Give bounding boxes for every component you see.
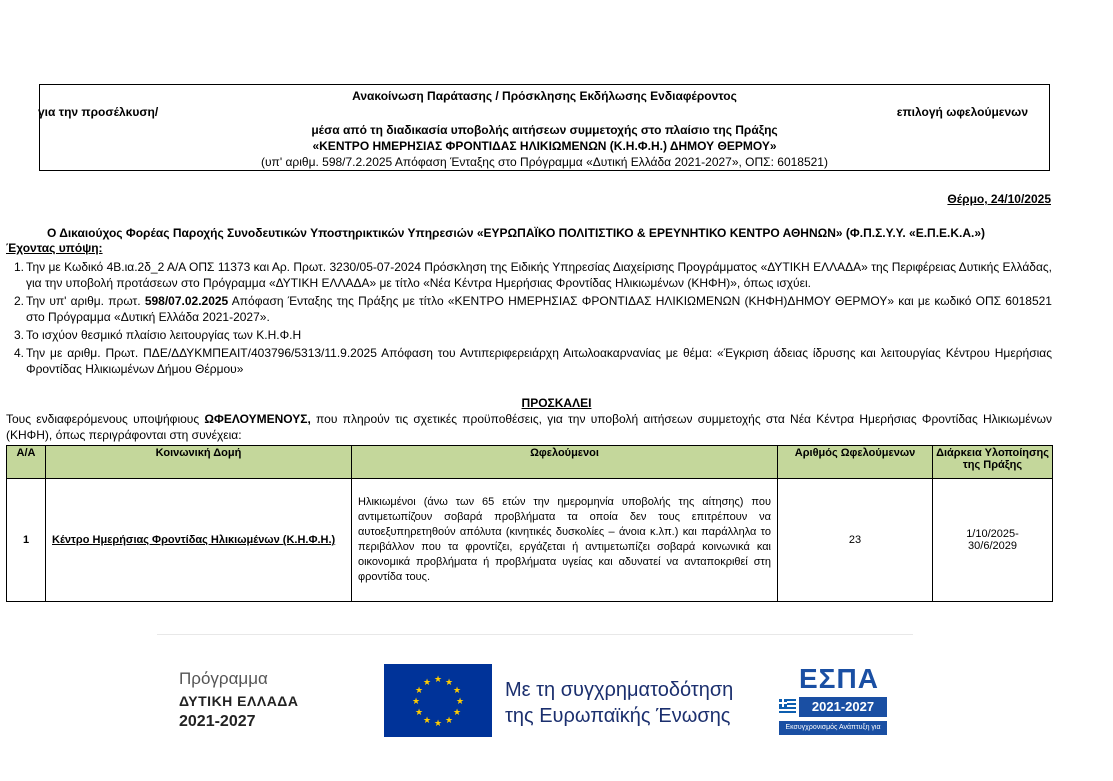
list-item-text: Το ισχύον θεσμικό πλαίσιο λειτουργίας των Κ.Η.Φ.Η [26,328,302,342]
header-title: Ανακοίνωση Παράτασης / Πρόσκλησης Εκδήλωσης Ενδιαφέροντος [352,89,737,103]
header-left-text: για την προσέλκυση/ [38,105,159,119]
list-item-number: 3. [14,328,25,342]
list-item-number: 4. [14,346,25,360]
announcement-header [39,84,1050,171]
list-item-text-post: Απόφαση Ένταξης της Πράξης με τίτλο «ΚΕΝΤΡΟ ΗΜΕΡΗΣΙΑΣ ΦΡΟΝΤΙΔΑΣ ΗΛΙΚΙΩΜΕΝΩΝ (ΚΗΦΗ)ΔΗΜΟΥ ΘΕΡΜΟΥ» και με κωδικό ΟΠΣ 6018521 στο Πρόγραμμα «Δυτική Ελλάδα 2021-2027». [26,294,1052,324]
cell-aa: 1 [7,479,46,602]
duration-start: 1/10/2025- [966,528,1019,540]
document-date: Θέρμο, 24/10/2025 [947,192,1051,206]
header-project-name: «ΚΕΝΤΡΟ ΗΜΕΡΗΣΙΑΣ ΦΡΟΝΤΙΔΑΣ ΗΛΙΚΙΩΜΕΝΩΝ (Κ.Η.Φ.Η.) ΔΗΜΟΥ ΘΕΡΜΟΥ» [312,139,777,153]
duration-end: 30/6/2029 [968,540,1017,552]
list-item-text-bold: 598/07.02.2025 [144,294,229,308]
svg-text:★: ★ [414,708,424,718]
list-item [6,327,1052,343]
greek-flag-icon [779,699,796,715]
svg-text:★: ★ [422,716,432,726]
svg-text:★: ★ [444,678,454,688]
header-subtitle: μέσα από τη διαδικασία υποβολής αιτήσεων συμμετοχής στο πλαίσιο της Πράξης [311,123,778,137]
invite-paragraph [6,411,1052,443]
column-header-duration: Διάρκεια Υλοποίησης της Πράξης [933,446,1053,479]
espa-years: 2021-2027 [799,697,887,717]
list-item-text: Την με αριθμ. Πρωτ. ΠΔΕ/ΔΔΥΚΜΠΕΑΙΤ/403796/5313/11.9.2025 Απόφαση του Αντιπεριφερειάρχη Αιτωλοακαρνανίας με θέμα: «Έγκριση άδειας ίδρυσης και λειτουργίας Κέντρου Ημερήσιας Φροντίδας Ηλικιωμένων Δήμου Θέρμου» [26,346,1052,376]
considerations-list [6,259,1052,379]
list-item-text: Την με Κωδικό 4Β.ια.2δ_2 Α/Α ΟΠΣ 11373 και Αρ. Πρωτ. 3230/05-07-2024 Πρόσκληση της Ειδικής Υπηρεσίας Διαχείρισης Προγράμματος «ΔΥΤΙΚΗ ΕΛΛΑΔΑ» της Περιφέρειας Δυτικής Ελλάδας, για την υποβολή προτάσεων στο Πρόγραμμα «ΔΥΤΙΚΗ ΕΛΛΑΔΑ» με τίτλο «Νέα Κέντρα Ημερήσιας Φροντίδας Ηλικιωμένων (ΚΗΦΗ)», όπως ισχύει. [26,260,1052,290]
column-header-structure: Κοινωνική Δομή [46,446,352,479]
list-item-number: 2. [14,294,25,308]
invite-text-bold: ΩΦΕΛΟΥΜΕΝΟΥΣ, [204,412,311,426]
svg-text:★: ★ [452,686,462,696]
program-logo [179,669,298,731]
cell-count: 23 [778,479,933,602]
svg-text:★: ★ [444,716,454,726]
invite-text-pre: Τους ενδιαφερόμενους υποψήφιους [6,412,205,426]
column-header-count: Αριθμός Ωφελούμενων [778,446,933,479]
list-item [6,259,1052,291]
svg-text:★: ★ [414,686,424,696]
eu-flag-icon [384,664,492,737]
header-right-text: επιλογή ωφελούμενων [896,105,1028,119]
list-item-number: 1. [14,260,25,274]
svg-text:★: ★ [422,678,432,688]
beneficiaries-table [6,445,1053,602]
list-item [6,293,1052,325]
cell-beneficiaries: Ηλικιωμένοι (άνω των 65 ετών την ημερομηνία υποβολής της αίτησης) που αντιμετωπίζουν σοβαρά προβλήματα τα οποία δεν τους επιτρέπουν να αυτοεξυπηρετηθούν απόλυτα (κινητικές δυσκολίες – άνοια κ.λπ.) και παράλληλα το περιβάλλον που τα φροντίζει, εργάζεται ή αντιμετωπίζει σοβαρά κοινωνικά και οικονομικά προβλήματα ή προβλήματα υγείας και αδυνατεί να ανταποκριθεί στη φροντίδα τους. [352,479,778,602]
table-header-row [7,446,1053,479]
funding-banner [157,634,913,775]
cell-duration [933,479,1053,602]
list-item-text [26,293,1052,325]
header-decision-ref: (υπ' αριθμ. 598/7.2.2025 Απόφαση Ένταξης στο Πρόγραμμα «Δυτική Ελλάδα 2021-2027», ΟΠΣ: 6018521) [261,155,828,169]
program-name: ΔΥΤΙΚΗ ΕΛΛΑΔΑ [179,693,299,709]
eu-cofunding-text [505,677,733,729]
considering-heading: Έχοντας υπόψη: [6,241,103,255]
list-item [6,345,1052,377]
eu-text-line1: Με τη συγχρηματοδότηση [505,679,734,701]
invite-title: ΠΡΟΣΚΑΛΕΙ [521,396,592,410]
table-row [7,479,1053,602]
svg-text:★: ★ [411,697,421,707]
invite-text-post: που πληρούν τις σχετικές προϋποθέσεις, για την υποβολή αιτήσεων συμμετοχής στα Νέα Κέντρα Ημερήσιας Φροντίδας Ηλικιωμένων (ΚΗΦΗ), όπως περιγράφονται στη συνέχεια: [6,412,1053,442]
column-header-aa: Α/Α [7,446,46,479]
svg-text:★: ★ [452,708,462,718]
espa-logo [779,663,887,745]
list-item-text-pre: Την υπ' αριθμ. πρωτ. [26,294,145,308]
program-label: Πρόγραμμα [179,669,268,688]
espa-word: ΕΣΠΑ [799,663,879,694]
svg-text:★: ★ [433,675,443,685]
intro-paragraph: Ο Δικαιούχος Φορέας Παροχής Συνοδευτικών Υποστηρικτικών Υπηρεσιών «ΕΥΡΩΠΑΪΚΟ ΠΟΛΙΤΙΣΤΙΚΟ & ΕΡΕΥΝΗΤΙΚΟ ΚΕΝΤΡΟ ΑΘΗΝΩΝ» (Φ.Π.Σ.Υ.Υ. «Ε.Π.Ε.Κ.Α.») [47,226,986,240]
column-header-beneficiaries: Ωφελούμενοι [352,446,778,479]
svg-text:★: ★ [433,719,443,729]
svg-text:★: ★ [455,697,465,707]
espa-tagline: Εκσυγχρονισμός Ανάπτυξη για Όλους [779,721,887,735]
eu-text-line2: της Ευρωπαϊκής Ένωσης [505,705,731,727]
program-years: 2021-2027 [179,713,256,730]
cell-structure: Κέντρο Ημερήσιας Φροντίδας Ηλικιωμένων (Κ.Η.Φ.Η.) [46,479,352,602]
